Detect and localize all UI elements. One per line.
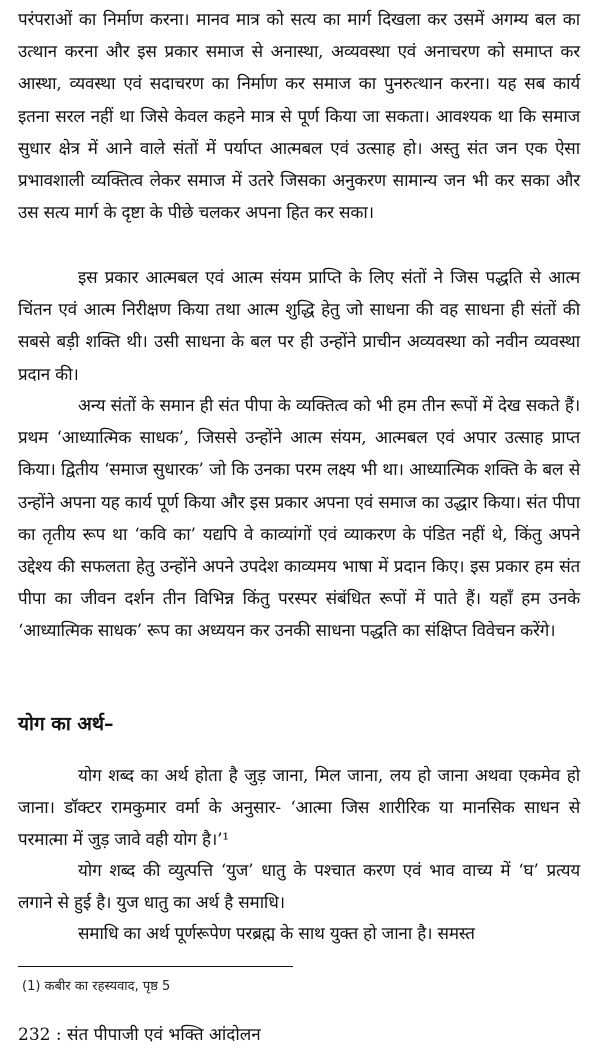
paragraph-three-forms: अन्य संतों के समान ही संत पीपा के व्यक्तित्व को भी हम तीन रूपों में देख सकते हैं। प्रथम ‘आध्यात्मिक साधक’, जिससे उन्होंने आत्म संयम, आत्मबल एवं अपार उत्साह प्राप्त किया। द्वितीय ‘समाज सुधारक’ जो कि उनका परम लक्ष्य भी था। आध्यात्मिक शक्ति के बल से उन्होंने अपना यह कार्य पूर्ण किया और इस प्रकार अपना एवं समाज का उद्धार किया। संत पीपा का तृतीय रूप था ‘कवि का’ यद्यपि वे काव्यांगों एवं व्याकरण के पंडित नहीं थे, किंतु अपने उद्देश्य की सफलता हेतु उन्होंने अपने उपदेश काव्यमय भाषा में प्रदान किए। इस प्रकार हम संत पीपा का जीवन दर्शन तीन विभिन्न किंतु परस्पर संबंधित रूपों में पाते हैं। यहाँ हम उनके ‘आध्यात्मिक साधक’ रूप का अध्ययन कर उनकी साधना पद्धति का संक्षिप्त विवेचन करेंगे। [18,396,580,642]
paragraph-atmabal: इस प्रकार आत्मबल एवं आत्म संयम प्राप्ति के लिए संतों ने जिस पद्धति से आत्म चिंतन एवं आत्म निरीक्षण किया तथा आत्म शुद्धि हेतु जो साधना की वह साधना ही संतों की सबसे बड़ी शक्ति थी। उसी साधना के बल पर ही उन्होंने प्राचीन अव्यवस्था को नवीन व्यवस्था प्रदान की। [18,268,580,385]
footnote: (1) कबीर का रहस्यवाद, पृष्ठ 5 [22,979,171,994]
page-footer: 232 : संत पीपाजी एवं भक्ति आंदोलन [18,1025,261,1045]
paragraph-yoga-meaning: योग शब्द का अर्थ होता है जुड़ जाना, मिल जाना, लय हो जाना अथवा एकमेव हो जाना। डॉक्टर रामकुमार वर्मा के अनुसार- ‘आत्मा जिस शारीरिक या मानसिक साधन से परमात्मा में जुड़ जावे वही योग है।’¹ [18,766,580,851]
section-heading: योग का अर्थ– [18,713,114,735]
footnote-divider [18,966,293,967]
paragraph-samadhi: समाधि का अर्थ पूर्णरूपेण परब्रह्म के साथ युक्त हो जाना है। समस्त [78,924,475,944]
paragraph-continuation: परंपराओं का निर्माण करना। मानव मात्र को सत्य का मार्ग दिखला कर उसमें अगम्य बल का उत्थान करना और इस प्रकार समाज से अनास्था, अव्यवस्था एवं अनाचरण को समाप्त कर आस्था, व्यवस्था एवं सदाचरण का निर्माण कर समाज का पुनरुत्थान करना। यह सब कार्य इतना सरल नहीं था जिसे केवल कहने मात्र से पूर्ण किया जा सकता। आवश्यक था कि समाज सुधार क्षेत्र में आने वाले संतों में पर्याप्त आत्मबल एवं उत्साह हो। अस्तु संत जन एक ऐसा प्रभावशाली व्यक्तित्व लेकर समाज में उतरे जिसका अनुकरण सामान्य जन भी कर सका और उस सत्य मार्ग के दृष्टा के पीछे चलकर अपना हित कर सका। [18,10,580,224]
paragraph-yoga-etymology: योग शब्द की व्युत्पत्ति ‘युज’ धातु के पश्चात करण एवं भाव वाच्य में ‘घ’ प्रत्यय लगाने से हुई है। युज धातु का अर्थ है समाधि। [18,861,580,914]
